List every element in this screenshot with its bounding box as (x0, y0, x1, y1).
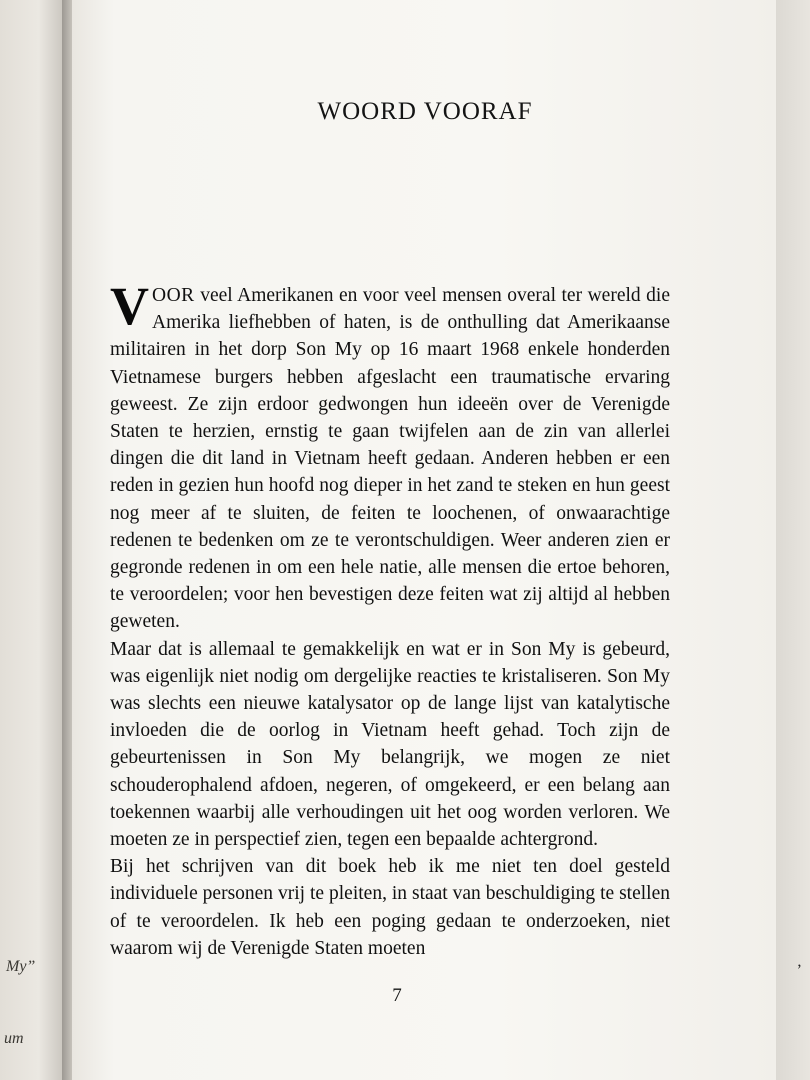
paragraph-text: veel Amerikanen en voor veel mensen overal ter wereld die Amerika liefhebben of haten, is de onthulling dat Amerikaanse militairen in het dorp Son My op 16 maart 1968 enkele honderden Vietnamese burgers hebben afgeslacht een traumatische ervaring geweest. Ze zijn erdoor gedwongen hun ideeën over de Verenigde Staten te herzien, ernstig te gaan twijfelen aan de zin van allerlei dingen die dit land in Vietnam heeft gedaan. Anderen hebben er een reden in gezien hun hoofd nog dieper in het zand te steken en hun geest nog meer af te sluiten, de feiten te loochenen, of onwaarachtige redenen te bedenken om ze te verontschuldigen. Weer anderen zien er gegronde redenen in om een hele natie, alle mensen die ertoe behoren, te veroordelen; voor hen bevestigen deze feiten wat zij altijd al hebben geweten. (110, 285, 670, 633)
paragraph (110, 276, 670, 636)
book-page (72, 0, 778, 1080)
left-page-text-fragment: um (4, 1030, 24, 1047)
right-page-edge (776, 0, 810, 1080)
body-text (110, 276, 670, 962)
edge-mark: ’ (796, 962, 802, 979)
lead-small-caps: OOR (152, 285, 195, 306)
page-number: 7 (392, 985, 402, 1006)
drop-cap: V (110, 276, 149, 336)
paragraph: Maar dat is allemaal te gemakkelijk en wat er in Son My is gebeurd, was eigenlijk niet nodig om dergelijke reacties te kristaliseren. Son My was slechts een nieuwe katalysator op de lange lijst van katalytische invloeden die de oorlog in Vietnam heeft gehad. Toch zijn de gebeurtenissen in Son My belangrijk, we mogen ze niet schouderophalend afdoen, negeren, of omgekeerd, er een belang aan toekennen waarbij alle verhoudingen uit het oog worden verloren. We moeten ze in perspectief zien, tegen een bepaalde achtergrond. (110, 638, 670, 851)
chapter-title: WOORD VOORAF (317, 98, 533, 125)
left-facing-page (0, 0, 70, 1080)
paragraph: Bij het schrijven van dit boek heb ik me niet ten doel gesteld individuele personen vrij te pleiten, in staat van beschuldiging te stellen of te veroordelen. Ik heb een poging gedaan te onderzoeken, niet waarom wij de Verenigde Staten moeten (110, 856, 670, 959)
left-page-text-fragment: My” (6, 958, 36, 975)
